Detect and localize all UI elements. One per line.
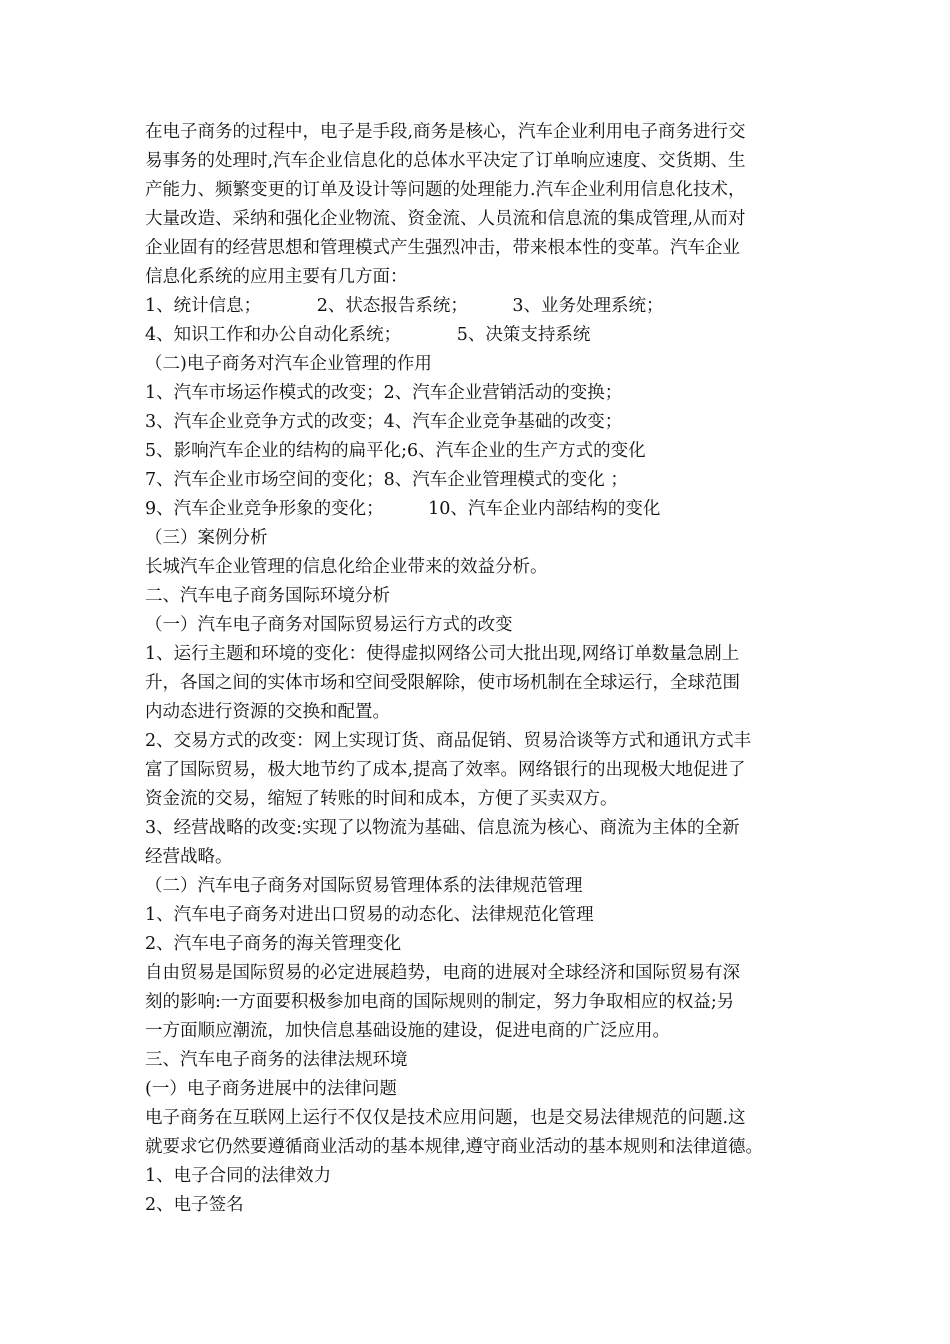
list-line: 7、汽车企业市场空间的变化；8、汽车企业管理模式的变化 ；: [145, 470, 628, 490]
paragraph-line: 长城汽车企业管理的信息化给企业带来的效益分析。: [145, 557, 548, 577]
paragraph-line: 内动态进行资源的交换和配置。: [145, 702, 390, 722]
section-heading: （二）汽车电子商务对国际贸易管理体系的法律规范管理: [145, 876, 583, 896]
list-line: 2、电子签名: [145, 1195, 244, 1215]
paragraph-line: 经营战略。: [145, 847, 233, 867]
section-heading: (一）电子商务进展中的法律问题: [145, 1079, 397, 1099]
paragraph-line: 自由贸易是国际贸易的必定进展趋势，电商的进展对全球经济和国际贸易有深: [145, 963, 740, 983]
paragraph-line: 就要求它仍然要遵循商业活动的基本规律,遵守商业活动的基本规则和法律道德。: [145, 1137, 764, 1157]
section-heading: （一）汽车电子商务对国际贸易运行方式的改变: [145, 615, 513, 635]
paragraph-line: 刻的影响:一方面要积极参加电商的国际规则的制定，努力争取相应的权益;另: [145, 992, 735, 1012]
paragraph-line: 易事务的处理时,汽车企业信息化的总体水平决定了订单响应速度、交货期、生: [145, 151, 746, 171]
list-line: 1、电子合同的法律效力: [145, 1166, 332, 1186]
list-line: 5、影响汽车企业的结构的扁平化;6、汽车企业的生产方式的变化: [145, 441, 646, 461]
paragraph-line: 升，各国之间的实体市场和空间受限解除，使市场机制在全球运行，全球范围: [145, 673, 740, 693]
paragraph-line: 电子商务在互联网上运行不仅仅是技术应用问题，也是交易法律规范的问题.这: [145, 1108, 746, 1128]
list-line: 1、统计信息； 2、状态报告系统； 3、业务处理系统；: [145, 296, 664, 316]
paragraph-line: 大量改造、采纳和强化企业物流、资金流、人员流和信息流的集成管理,从而对: [145, 209, 746, 229]
paragraph-line: 2、交易方式的改变：网上实现订货、商品促销、贸易洽谈等方式和通讯方式丰: [145, 731, 752, 751]
paragraph-line: 产能力、频繁变更的订单及设计等问题的处理能力.汽车企业利用信息化技术，: [145, 180, 746, 200]
list-line: 2、汽车电子商务的海关管理变化: [145, 934, 402, 954]
section-heading: （三）案例分析: [145, 528, 268, 548]
list-line: 1、汽车市场运作模式的改变；2、汽车企业营销活动的变换；: [145, 383, 623, 403]
paragraph-line: 在电子商务的过程中，电子是手段,商务是核心，汽车企业利用电子商务进行交: [145, 122, 746, 142]
list-line: 1、汽车电子商务对进出口贸易的动态化、法律规范化管理: [145, 905, 594, 925]
paragraph-line: 企业固有的经营思想和管理模式产生强烈冲击，带来根本性的变革。汽车企业: [145, 238, 740, 258]
chapter-heading: 三、汽车电子商务的法律法规环境: [145, 1050, 408, 1070]
list-line: 9、汽车企业竞争形象的变化； 10、汽车企业内部结构的变化: [145, 499, 661, 519]
chapter-heading: 二、汽车电子商务国际环境分析: [145, 586, 390, 606]
list-line: 4、知识工作和办公自动化系统； 5、决策支持系统: [145, 325, 591, 345]
document-body: [145, 118, 825, 1220]
section-heading: （二)电子商务对汽车企业管理的作用: [145, 354, 432, 374]
paragraph-line: 资金流的交易，缩短了转账的时间和成本，方便了买卖双方。: [145, 789, 618, 809]
paragraph-line: 一方面顺应潮流，加快信息基础设施的建设，促进电商的广泛应用。: [145, 1021, 670, 1041]
paragraph-line: 1、运行主题和环境的变化：使得虚拟网络公司大批出现,网络订单数量急剧上: [145, 644, 740, 664]
paragraph-line: 3、经营战略的改变:实现了以物流为基础、信息流为核心、商流为主体的全新: [145, 818, 740, 838]
paragraph-line: 富了国际贸易，极大地节约了成本,提高了效率。网络银行的出现极大地促进了: [145, 760, 746, 780]
paragraph-line: 信息化系统的应用主要有几方面：: [145, 267, 408, 287]
list-line: 3、汽车企业竞争方式的改变；4、汽车企业竞争基础的改变；: [145, 412, 623, 432]
